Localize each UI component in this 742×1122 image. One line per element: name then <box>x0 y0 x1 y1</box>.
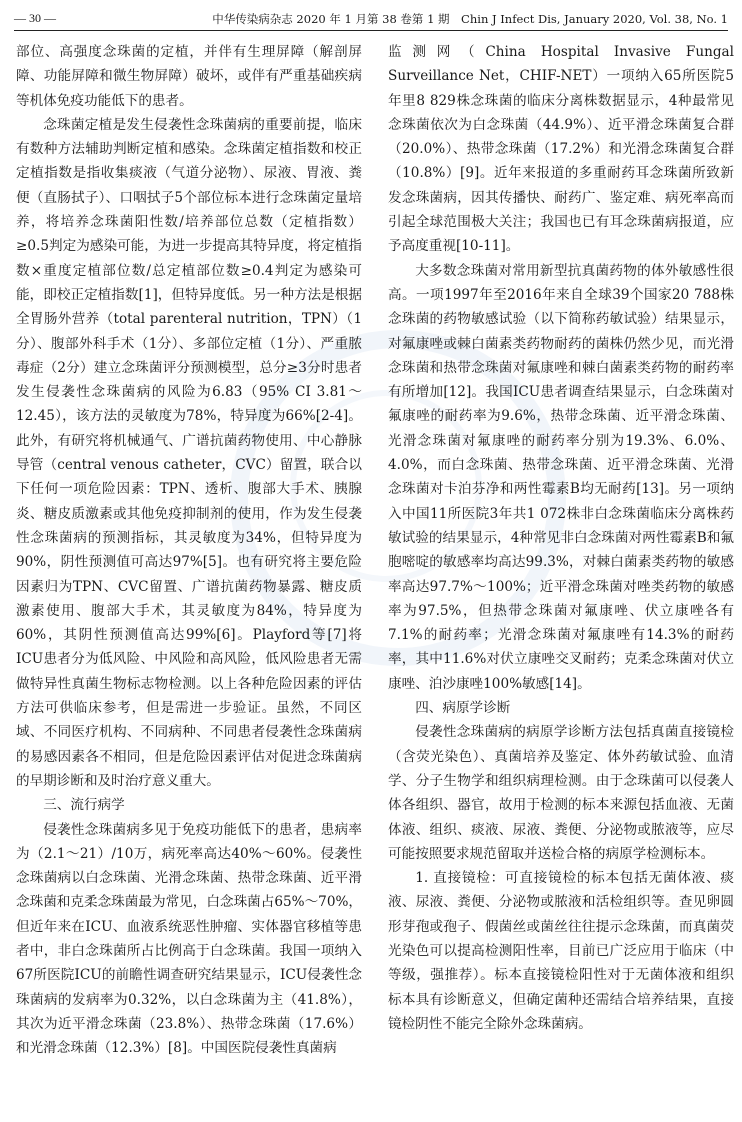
section-heading: 三、流行病学 <box>43 797 125 814</box>
paragraph: 1. 直接镜检：可直接镜检的标本包括无菌体液、痰液、尿液、粪便、分泌物或脓液和活检组织等。查见卵圆形芽孢或孢子、假菌丝或菌丝往往提示念珠菌，而真菌荧光染色可以提高检测阳性率，目前已广泛应用于临床（中等级，强推荐）。标本直接镜检阳性对于无菌体液和组织标本具有诊断意义，但确定菌种还需结合培养结果，直接镜检阴性不能完全除外念珠菌病。 <box>388 870 734 1032</box>
left-column <box>16 40 362 1060</box>
section-heading: 四、病原学诊断 <box>415 700 511 717</box>
running-header <box>14 8 728 31</box>
paragraph: 部位、高强度念珠菌的定植，并伴有生理屏障（解剖屏障、功能屏障和微生物屏障）破坏，或伴有严重基础疾病等机体免疫功能低下的患者。 <box>16 44 362 109</box>
journal-citation: 中华传染病杂志 2020 年 1 月第 38 卷第 1 期 Chin J Infect Dis, January 2020, Vol. 38, No. 1 <box>212 12 728 26</box>
paragraph: 监测网（China Hospital Invasive Fungal Surveillance Net，CHIF-NET）一项纳入65所医院5年里8 829株念珠菌的临床分离株数据显示，4种最常见念珠菌依次为白念珠菌（44.9%）、近平滑念珠菌复合群（20.0%）、热带念珠菌（17.2%）和光滑念珠菌复合群（10.8%）[9]。近年来报道的多重耐药耳念珠菌所致新发念珠菌病，因其传播快、耐药广、鉴定难、病死率高而引起全球范围极大关注；我国也已有耳念珠菌病报道，应予高度重视[10-11]。 <box>388 44 734 255</box>
paragraph: 侵袭性念珠菌病的病原学诊断方法包括真菌直接镜检（含荧光染色）、真菌培养及鉴定、体外药敏试验、血清学、分子生物学和组织病理检测。由于念珠菌可以侵袭人体各组织、器官，故用于检测的标本来源包括血液、无菌体液、组织、痰液、尿液、粪便、分泌物或脓液等，应尽可能按照要求规范留取并送检合格的病原学检测标本。 <box>388 724 734 862</box>
right-column <box>388 40 734 1036</box>
paragraph: 侵袭性念珠菌病多见于免疫功能低下的患者，患病率为（2.1～21）/10万，病死率高达40%～60%。侵袭性念珠菌病以白念珠菌、光滑念珠菌、热带念珠菌、近平滑念珠菌和克柔念珠菌最为常见，白念珠菌占65%～70%，但近年来在ICU、血液系统恶性肿瘤、实体器官移植等患者中，非白念珠菌所占比例高于白念珠菌。我国一项纳入67所医院ICU的前瞻性调查研究结果显示，ICU侵袭性念珠菌病的发病率为0.32%，以白念珠菌为主（41.8%），其次为近平滑念珠菌（23.8%）、热带念珠菌（17.6%）和光滑念珠菌（12.3%）[8]。中国医院侵袭性真菌病 <box>16 821 362 1057</box>
page-number: — 30 — <box>14 11 56 25</box>
paragraph: 大多数念珠菌对常用新型抗真菌药物的体外敏感性很高。一项1997年至2016年来自全球39个国家20 788株念珠菌的药物敏感试验（以下简称药敏试验）结果显示，对氟康唑或棘白菌素类药物耐药的菌株仍然少见，而光滑念珠菌和热带念珠菌对氟康唑和棘白菌素类药物的耐药率有所增加[12]。我国ICU患者调查结果显示，白念珠菌对氟康唑的耐药率为9.6%，热带念珠菌、近平滑念珠菌、光滑念珠菌对氟康唑的耐药率分别为19.3%、6.0%、4.0%，而白念珠菌、热带念珠菌、近平滑念珠菌、光滑念珠菌对卡泊芬净和两性霉素B均无耐药[13]。另一项纳入中国11所医院3年共1 072株非白念珠菌临床分离株药敏试验的结果显示，4种常见非白念珠菌对两性霉素B和氟胞嘧啶的敏感率均高达99.3%，对棘白菌素类药物的敏感率高达97.7%～100%；近平滑念珠菌对唑类药物的敏感率为97.5%，但热带念珠菌对氟康唑、伏立康唑各有7.1%的耐药率；光滑念珠菌对氟康唑有14.3%的耐药率，其中11.6%对伏立康唑交叉耐药；克柔念珠菌对伏立康唑、泊沙康唑100%敏感[14]。 <box>388 262 734 692</box>
paragraph: 念珠菌定植是发生侵袭性念珠菌病的重要前提，临床有数种方法辅助判断定植和感染。念珠菌定植指数和校正定植指数是指收集痰液（气道分泌物）、尿液、胃液、粪便（直肠拭子）、口咽拭子5个部位标本进行念珠菌定量培养，将培养念珠菌阳性数/培养部位总数（定植指数）≥0.5判定为感染可能，为进一步提高其特异度，将定植指数×重度定植部位数/总定植部位数≥0.4判定为感染可能，即校正定植指数[1]，但特异度低。另一种方法是根据全胃肠外营养（total parenteral nutrition，TPN）（1分）、腹部外科手术（1分）、多部位定植（1分）、严重脓毒症（2分）建立念珠菌评分预测模型，总分≥3分时患者发生侵袭性念珠菌病的风险为6.83（95% CI 3.81～12.45），该方法的灵敏度为78%，特异度为66%[2-4]。此外，有研究将机械通气、广谱抗菌药物使用、中心静脉导管（central venous catheter，CVC）留置，联合以下任何一项危险因素：TPN、透析、腹部大手术、胰腺炎、糖皮质激素或其他免疫抑制剂的使用，作为发生侵袭性念珠菌病的预测指标，其灵敏度为34%，但特异度为90%，阴性预测值可高达97%[5]。也有研究将主要危险因素归为TPN、CVC留置、广谱抗菌药物暴露、糖皮质激素使用、腹部大手术，其灵敏度为84%，特异度为60%，其阴性预测值高达99%[6]。Playford等[7]将ICU患者分为低风险、中风险和高风险，低风险患者无需做特异性真菌生物标志物检测。以上各种危险因素的评估方法可供临床参考，但是需进一步验证。虽然，不同区域、不同医疗机构、不同病种、不同患者侵袭性念珠菌病的易感因素各不相同，但是危险因素评估对促进念珠菌病的早期诊断和及时治疗意义重大。 <box>16 116 362 789</box>
